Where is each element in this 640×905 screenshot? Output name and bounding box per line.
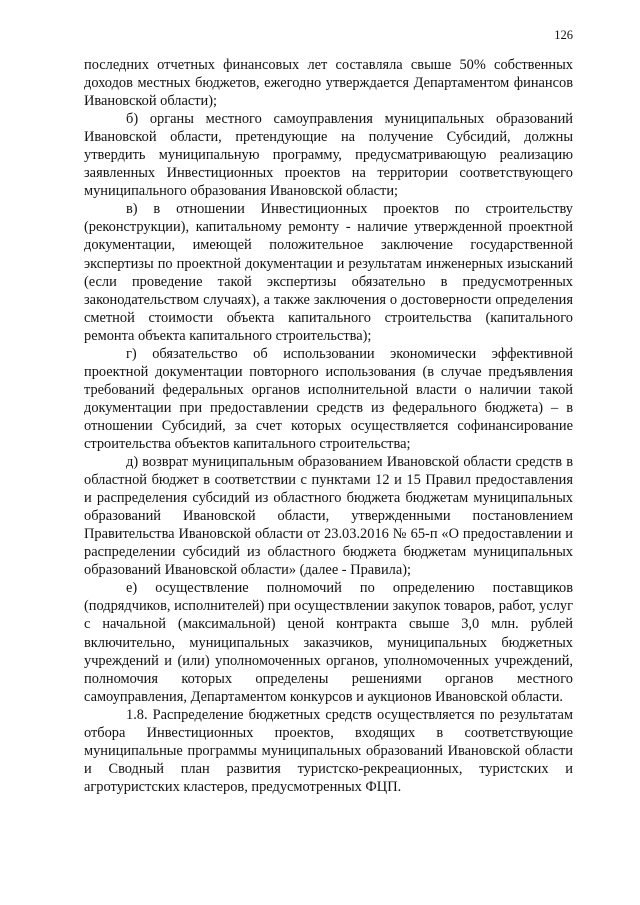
document-body (84, 56, 573, 796)
paragraph-item-v: в) в отношении Инвестиционных проектов по строительству (реконструкции), капитальному ремонту - наличие утвержденной проектной документации, имеющей положительное заключение государственной экспертизы по проектной документации и результатам инженерных изысканий (если проведение такой экспертизы обязательно в предусмотренных законодательством случаях), а также заключения о достоверности определения сметной стоимости объекта капитального строительства (капитального ремонта объекта капитального строительства); (84, 201, 573, 344)
paragraph-section-1-8: 1.8. Распределение бюджетных средств осуществляется по результатам отбора Инвестиционных проектов, входящих в соответствующие муниципальные программы муниципальных образований Ивановской области и Сводный план развития туристско-рекреационных, туристских и агротуристских кластеров, предусмотренных ФЦП. (84, 706, 573, 795)
page-number: 126 (554, 28, 573, 42)
paragraph-item-b: б) органы местного самоуправления муниципальных образований Ивановской области, претендующие на получение Субсидий, должны утвердить муниципальную программу, предусматривающую реализацию заявленных Инвестиционных проектов на территории соответствующего муниципального образования Ивановской области; (84, 111, 573, 200)
paragraph-item-g: г) обязательство об использовании экономически эффективной проектной документации повторного использования (в случае предъявления требований федеральных органов исполнительной власти о наличии такой документации при предоставлении средств из федерального бюджета) – в отношении Субсидий, за счет которых осуществляется софинансирование строительства объектов капитального строительства; (84, 345, 573, 452)
paragraph-continuation: последних отчетных финансовых лет составляла свыше 50% собственных доходов местных бюджетов, ежегодно утверждается Департаментом финансов Ивановской области); (84, 57, 573, 110)
paragraph-item-e: е) осуществление полномочий по определению поставщиков (подрядчиков, исполнителей) при осуществлении закупок товаров, работ, услуг с начальной (максимальной) ценой контракта свыше 3,0 млн. рублей включительно, муниципальных заказчиков, муниципальных бюджетных учреждений и (или) уполномоченных органов, уполномоченных учреждений, полномочия которых определены решениями органов местного самоуправления, Департаментом конкурсов и аукционов Ивановской области. (84, 580, 573, 705)
paragraph-item-d: д) возврат муниципальным образованием Ивановской области средств в областной бюджет в соответствии с пунктами 12 и 15 Правил предоставления и распределения субсидий из областного бюджета бюджетам муниципальных образований Ивановской области, утвержденными постановлением Правительства Ивановской области от 23.03.2016 № 65-п «О предоставлении и распределении субсидий из областного бюджета бюджетам муниципальных образований Ивановской области» (далее - Правила); (84, 454, 573, 579)
